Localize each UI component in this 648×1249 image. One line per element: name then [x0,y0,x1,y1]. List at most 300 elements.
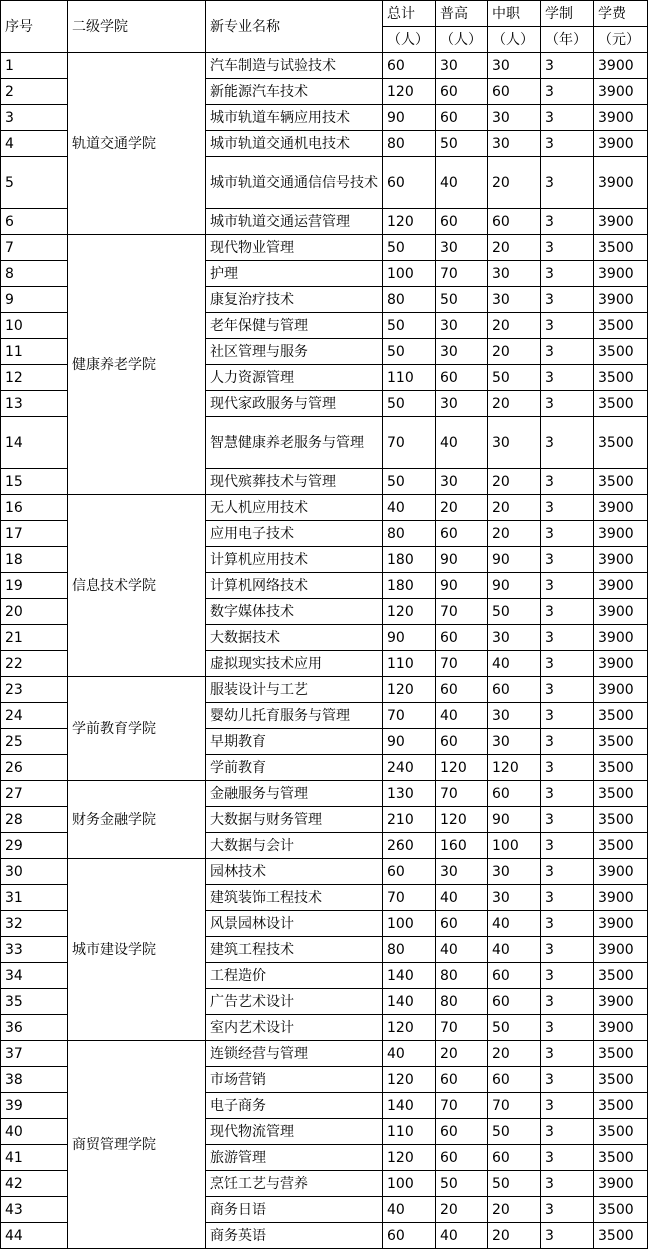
cell-general: 70 [436,599,488,625]
cell-major: 城市轨道交通机电技术 [206,131,383,157]
cell-index: 22 [1,651,68,677]
header-fee-unit: （元） [594,27,648,53]
cell-duration: 3 [541,651,594,677]
cell-major: 广告艺术设计 [206,989,383,1015]
cell-duration: 3 [541,1197,594,1223]
cell-college: 健康养老学院 [68,235,206,495]
cell-major: 城市轨道车辆应用技术 [206,105,383,131]
cell-duration: 3 [541,1015,594,1041]
cell-fee: 3900 [594,521,648,547]
header-total-unit: （人） [383,27,436,53]
cell-duration: 3 [541,1171,594,1197]
cell-index: 27 [1,781,68,807]
cell-fee: 3900 [594,157,648,209]
cell-general: 120 [436,807,488,833]
cell-major: 大数据与会计 [206,833,383,859]
cell-index: 10 [1,313,68,339]
cell-duration: 3 [541,235,594,261]
cell-duration: 3 [541,391,594,417]
cell-total: 50 [383,313,436,339]
cell-fee: 3500 [594,729,648,755]
cell-duration: 3 [541,495,594,521]
cell-major: 服装设计与工艺 [206,677,383,703]
cell-index: 41 [1,1145,68,1171]
cell-vocational: 60 [488,677,541,703]
cell-vocational: 20 [488,339,541,365]
cell-general: 20 [436,1197,488,1223]
cell-fee: 3900 [594,573,648,599]
cell-fee: 3900 [594,131,648,157]
cell-duration: 3 [541,1145,594,1171]
cell-fee: 3900 [594,937,648,963]
cell-duration: 3 [541,625,594,651]
header-general-unit: （人） [436,27,488,53]
cell-vocational: 120 [488,755,541,781]
cell-index: 18 [1,547,68,573]
cell-major: 现代家政服务与管理 [206,391,383,417]
cell-duration: 3 [541,937,594,963]
cell-duration: 3 [541,833,594,859]
cell-general: 30 [436,469,488,495]
cell-vocational: 90 [488,807,541,833]
cell-index: 23 [1,677,68,703]
cell-index: 40 [1,1119,68,1145]
cell-index: 21 [1,625,68,651]
cell-total: 60 [383,859,436,885]
cell-major: 现代物业管理 [206,235,383,261]
header-index: 序号 [1,1,68,53]
cell-duration: 3 [541,261,594,287]
cell-general: 60 [436,1145,488,1171]
cell-index: 39 [1,1093,68,1119]
cell-major: 市场营销 [206,1067,383,1093]
cell-general: 40 [436,937,488,963]
cell-fee: 3900 [594,885,648,911]
cell-major: 建筑装饰工程技术 [206,885,383,911]
cell-index: 43 [1,1197,68,1223]
cell-major: 计算机网络技术 [206,573,383,599]
cell-vocational: 20 [488,1041,541,1067]
cell-duration: 3 [541,1119,594,1145]
cell-major: 商务英语 [206,1223,383,1249]
cell-general: 80 [436,963,488,989]
cell-vocational: 40 [488,911,541,937]
cell-major: 智慧健康养老服务与管理 [206,417,383,469]
cell-total: 110 [383,1119,436,1145]
cell-major: 学前教育 [206,755,383,781]
cell-fee: 3900 [594,625,648,651]
cell-total: 90 [383,729,436,755]
cell-fee: 3900 [594,287,648,313]
cell-vocational: 20 [488,391,541,417]
cell-major: 连锁经营与管理 [206,1041,383,1067]
cell-fee: 3900 [594,599,648,625]
cell-general: 60 [436,911,488,937]
cell-college: 城市建设学院 [68,859,206,1041]
cell-fee: 3900 [594,261,648,287]
cell-major: 工程造价 [206,963,383,989]
cell-total: 90 [383,105,436,131]
cell-index: 34 [1,963,68,989]
cell-total: 100 [383,911,436,937]
table-body [1,1,648,1249]
cell-index: 20 [1,599,68,625]
cell-total: 40 [383,495,436,521]
cell-vocational: 30 [488,625,541,651]
cell-general: 30 [436,313,488,339]
cell-fee: 3500 [594,755,648,781]
cell-fee: 3500 [594,1067,648,1093]
cell-vocational: 50 [488,1119,541,1145]
cell-fee: 3900 [594,911,648,937]
cell-vocational: 50 [488,1171,541,1197]
cell-vocational: 50 [488,599,541,625]
cell-major: 人力资源管理 [206,365,383,391]
header-general: 普高 [436,1,488,27]
cell-major: 园林技术 [206,859,383,885]
cell-total: 140 [383,989,436,1015]
cell-index: 5 [1,157,68,209]
cell-index: 6 [1,209,68,235]
cell-index: 31 [1,885,68,911]
cell-index: 15 [1,469,68,495]
cell-fee: 3500 [594,833,648,859]
cell-general: 70 [436,651,488,677]
cell-general: 30 [436,339,488,365]
cell-general: 70 [436,1015,488,1041]
cell-index: 28 [1,807,68,833]
cell-index: 30 [1,859,68,885]
cell-duration: 3 [541,1067,594,1093]
cell-duration: 3 [541,287,594,313]
cell-general: 60 [436,79,488,105]
cell-index: 16 [1,495,68,521]
cell-general: 30 [436,391,488,417]
cell-total: 60 [383,1223,436,1249]
cell-major: 电子商务 [206,1093,383,1119]
cell-general: 160 [436,833,488,859]
cell-fee: 3500 [594,1223,648,1249]
cell-fee: 3500 [594,807,648,833]
cell-fee: 3500 [594,365,648,391]
cell-duration: 3 [541,1223,594,1249]
cell-duration: 3 [541,781,594,807]
cell-fee: 3500 [594,313,648,339]
cell-total: 120 [383,1145,436,1171]
cell-index: 17 [1,521,68,547]
cell-total: 100 [383,1171,436,1197]
cell-index: 44 [1,1223,68,1249]
cell-fee: 3900 [594,651,648,677]
cell-fee: 3500 [594,1197,648,1223]
cell-duration: 3 [541,573,594,599]
cell-duration: 3 [541,859,594,885]
cell-duration: 3 [541,755,594,781]
cell-major: 虚拟现实技术应用 [206,651,383,677]
cell-vocational: 30 [488,417,541,469]
cell-general: 70 [436,781,488,807]
cell-total: 140 [383,963,436,989]
cell-general: 40 [436,885,488,911]
cell-index: 2 [1,79,68,105]
cell-general: 80 [436,989,488,1015]
cell-total: 120 [383,79,436,105]
cell-fee: 3900 [594,547,648,573]
cell-major: 婴幼儿托育服务与管理 [206,703,383,729]
cell-index: 25 [1,729,68,755]
cell-college: 轨道交通学院 [68,53,206,235]
cell-fee: 3900 [594,989,648,1015]
cell-duration: 3 [541,521,594,547]
cell-college: 商贸管理学院 [68,1041,206,1249]
cell-fee: 3900 [594,209,648,235]
cell-total: 70 [383,417,436,469]
cell-duration: 3 [541,105,594,131]
cell-total: 80 [383,521,436,547]
cell-vocational: 60 [488,963,541,989]
cell-general: 40 [436,703,488,729]
cell-major: 商务日语 [206,1197,383,1223]
cell-major: 应用电子技术 [206,521,383,547]
cell-vocational: 20 [488,521,541,547]
cell-fee: 3500 [594,391,648,417]
cell-duration: 3 [541,885,594,911]
cell-general: 60 [436,209,488,235]
cell-general: 50 [436,131,488,157]
cell-duration: 3 [541,469,594,495]
cell-college: 学前教育学院 [68,677,206,781]
cell-general: 40 [436,417,488,469]
cell-vocational: 40 [488,937,541,963]
cell-duration: 3 [541,989,594,1015]
cell-vocational: 90 [488,547,541,573]
cell-general: 20 [436,1041,488,1067]
cell-total: 120 [383,1015,436,1041]
cell-fee: 3500 [594,235,648,261]
cell-total: 130 [383,781,436,807]
cell-fee: 3500 [594,1041,648,1067]
cell-fee: 3500 [594,1119,648,1145]
cell-general: 90 [436,547,488,573]
cell-total: 40 [383,1197,436,1223]
cell-major: 现代殡葬技术与管理 [206,469,383,495]
cell-fee: 3900 [594,1171,648,1197]
cell-major: 大数据与财务管理 [206,807,383,833]
cell-major: 数字媒体技术 [206,599,383,625]
cell-index: 32 [1,911,68,937]
cell-duration: 3 [541,807,594,833]
cell-general: 20 [436,495,488,521]
cell-major: 城市轨道交通通信信号技术 [206,157,383,209]
cell-major: 现代物流管理 [206,1119,383,1145]
cell-vocational: 20 [488,313,541,339]
cell-vocational: 30 [488,131,541,157]
cell-total: 70 [383,703,436,729]
cell-index: 24 [1,703,68,729]
cell-duration: 3 [541,157,594,209]
cell-major: 旅游管理 [206,1145,383,1171]
cell-general: 60 [436,729,488,755]
cell-duration: 3 [541,703,594,729]
cell-fee: 3500 [594,469,648,495]
cell-general: 60 [436,1119,488,1145]
cell-index: 35 [1,989,68,1015]
cell-fee: 3900 [594,105,648,131]
cell-major: 城市轨道交通运营管理 [206,209,383,235]
cell-vocational: 20 [488,469,541,495]
cell-vocational: 30 [488,729,541,755]
cell-total: 50 [383,469,436,495]
cell-major: 大数据技术 [206,625,383,651]
cell-duration: 3 [541,209,594,235]
cell-duration: 3 [541,339,594,365]
header-vocational-unit: （人） [488,27,541,53]
cell-vocational: 20 [488,495,541,521]
cell-duration: 3 [541,1041,594,1067]
cell-total: 110 [383,365,436,391]
table-row [1,781,648,807]
cell-fee: 3500 [594,1093,648,1119]
cell-vocational: 70 [488,1093,541,1119]
cell-general: 60 [436,521,488,547]
cell-college: 信息技术学院 [68,495,206,677]
cell-index: 8 [1,261,68,287]
cell-vocational: 40 [488,651,541,677]
cell-general: 30 [436,53,488,79]
cell-fee: 3900 [594,677,648,703]
cell-vocational: 90 [488,573,541,599]
cell-fee: 3500 [594,1145,648,1171]
cell-index: 29 [1,833,68,859]
cell-index: 14 [1,417,68,469]
cell-total: 240 [383,755,436,781]
table-row [1,235,648,261]
cell-fee: 3500 [594,781,648,807]
cell-major: 新能源汽车技术 [206,79,383,105]
cell-fee: 3500 [594,417,648,469]
header-major: 新专业名称 [206,1,383,53]
cell-index: 1 [1,53,68,79]
cell-total: 80 [383,937,436,963]
cell-major: 计算机应用技术 [206,547,383,573]
cell-total: 120 [383,677,436,703]
cell-major: 金融服务与管理 [206,781,383,807]
cell-index: 4 [1,131,68,157]
cell-vocational: 20 [488,157,541,209]
cell-duration: 3 [541,131,594,157]
cell-vocational: 60 [488,1145,541,1171]
table-row [1,859,648,885]
cell-general: 60 [436,625,488,651]
cell-fee: 3500 [594,963,648,989]
header-row [1,1,648,27]
cell-general: 60 [436,105,488,131]
table-row [1,677,648,703]
cell-vocational: 50 [488,365,541,391]
cell-duration: 3 [541,963,594,989]
cell-fee: 3900 [594,1015,648,1041]
cell-vocational: 30 [488,703,541,729]
cell-college: 财务金融学院 [68,781,206,859]
cell-vocational: 30 [488,885,541,911]
cell-vocational: 30 [488,261,541,287]
cell-fee: 3500 [594,339,648,365]
header-vocational: 中职 [488,1,541,27]
cell-index: 7 [1,235,68,261]
cell-general: 60 [436,365,488,391]
cell-major: 无人机应用技术 [206,495,383,521]
cell-major: 风景园林设计 [206,911,383,937]
cell-total: 180 [383,547,436,573]
cell-index: 42 [1,1171,68,1197]
cell-total: 60 [383,157,436,209]
cell-total: 120 [383,599,436,625]
cell-index: 11 [1,339,68,365]
cell-vocational: 20 [488,1197,541,1223]
cell-duration: 3 [541,729,594,755]
cell-total: 80 [383,287,436,313]
cell-total: 260 [383,833,436,859]
cell-total: 210 [383,807,436,833]
cell-total: 180 [383,573,436,599]
cell-index: 13 [1,391,68,417]
cell-vocational: 20 [488,1223,541,1249]
cell-vocational: 60 [488,209,541,235]
cell-duration: 3 [541,1093,594,1119]
cell-duration: 3 [541,79,594,105]
cell-total: 140 [383,1093,436,1119]
header-college: 二级学院 [68,1,206,53]
cell-duration: 3 [541,53,594,79]
cell-duration: 3 [541,599,594,625]
header-total: 总计 [383,1,436,27]
cell-major: 社区管理与服务 [206,339,383,365]
cell-total: 40 [383,1041,436,1067]
cell-major: 康复治疗技术 [206,287,383,313]
cell-vocational: 60 [488,1067,541,1093]
cell-general: 70 [436,1093,488,1119]
cell-index: 36 [1,1015,68,1041]
header-duration: 学制 [541,1,594,27]
cell-major: 早期教育 [206,729,383,755]
table-row [1,1041,648,1067]
cell-total: 50 [383,235,436,261]
cell-vocational: 30 [488,53,541,79]
cell-major: 烹饪工艺与营养 [206,1171,383,1197]
cell-general: 60 [436,677,488,703]
cell-index: 26 [1,755,68,781]
cell-duration: 3 [541,365,594,391]
cell-vocational: 60 [488,781,541,807]
cell-total: 50 [383,391,436,417]
cell-index: 3 [1,105,68,131]
cell-general: 30 [436,235,488,261]
cell-vocational: 30 [488,287,541,313]
cell-fee: 3900 [594,53,648,79]
cell-vocational: 60 [488,989,541,1015]
cell-fee: 3900 [594,859,648,885]
cell-major: 室内艺术设计 [206,1015,383,1041]
cell-duration: 3 [541,417,594,469]
cell-total: 90 [383,625,436,651]
cell-general: 90 [436,573,488,599]
cell-vocational: 60 [488,79,541,105]
cell-index: 33 [1,937,68,963]
cell-total: 50 [383,339,436,365]
cell-major: 护理 [206,261,383,287]
cell-total: 80 [383,131,436,157]
cell-fee: 3900 [594,79,648,105]
